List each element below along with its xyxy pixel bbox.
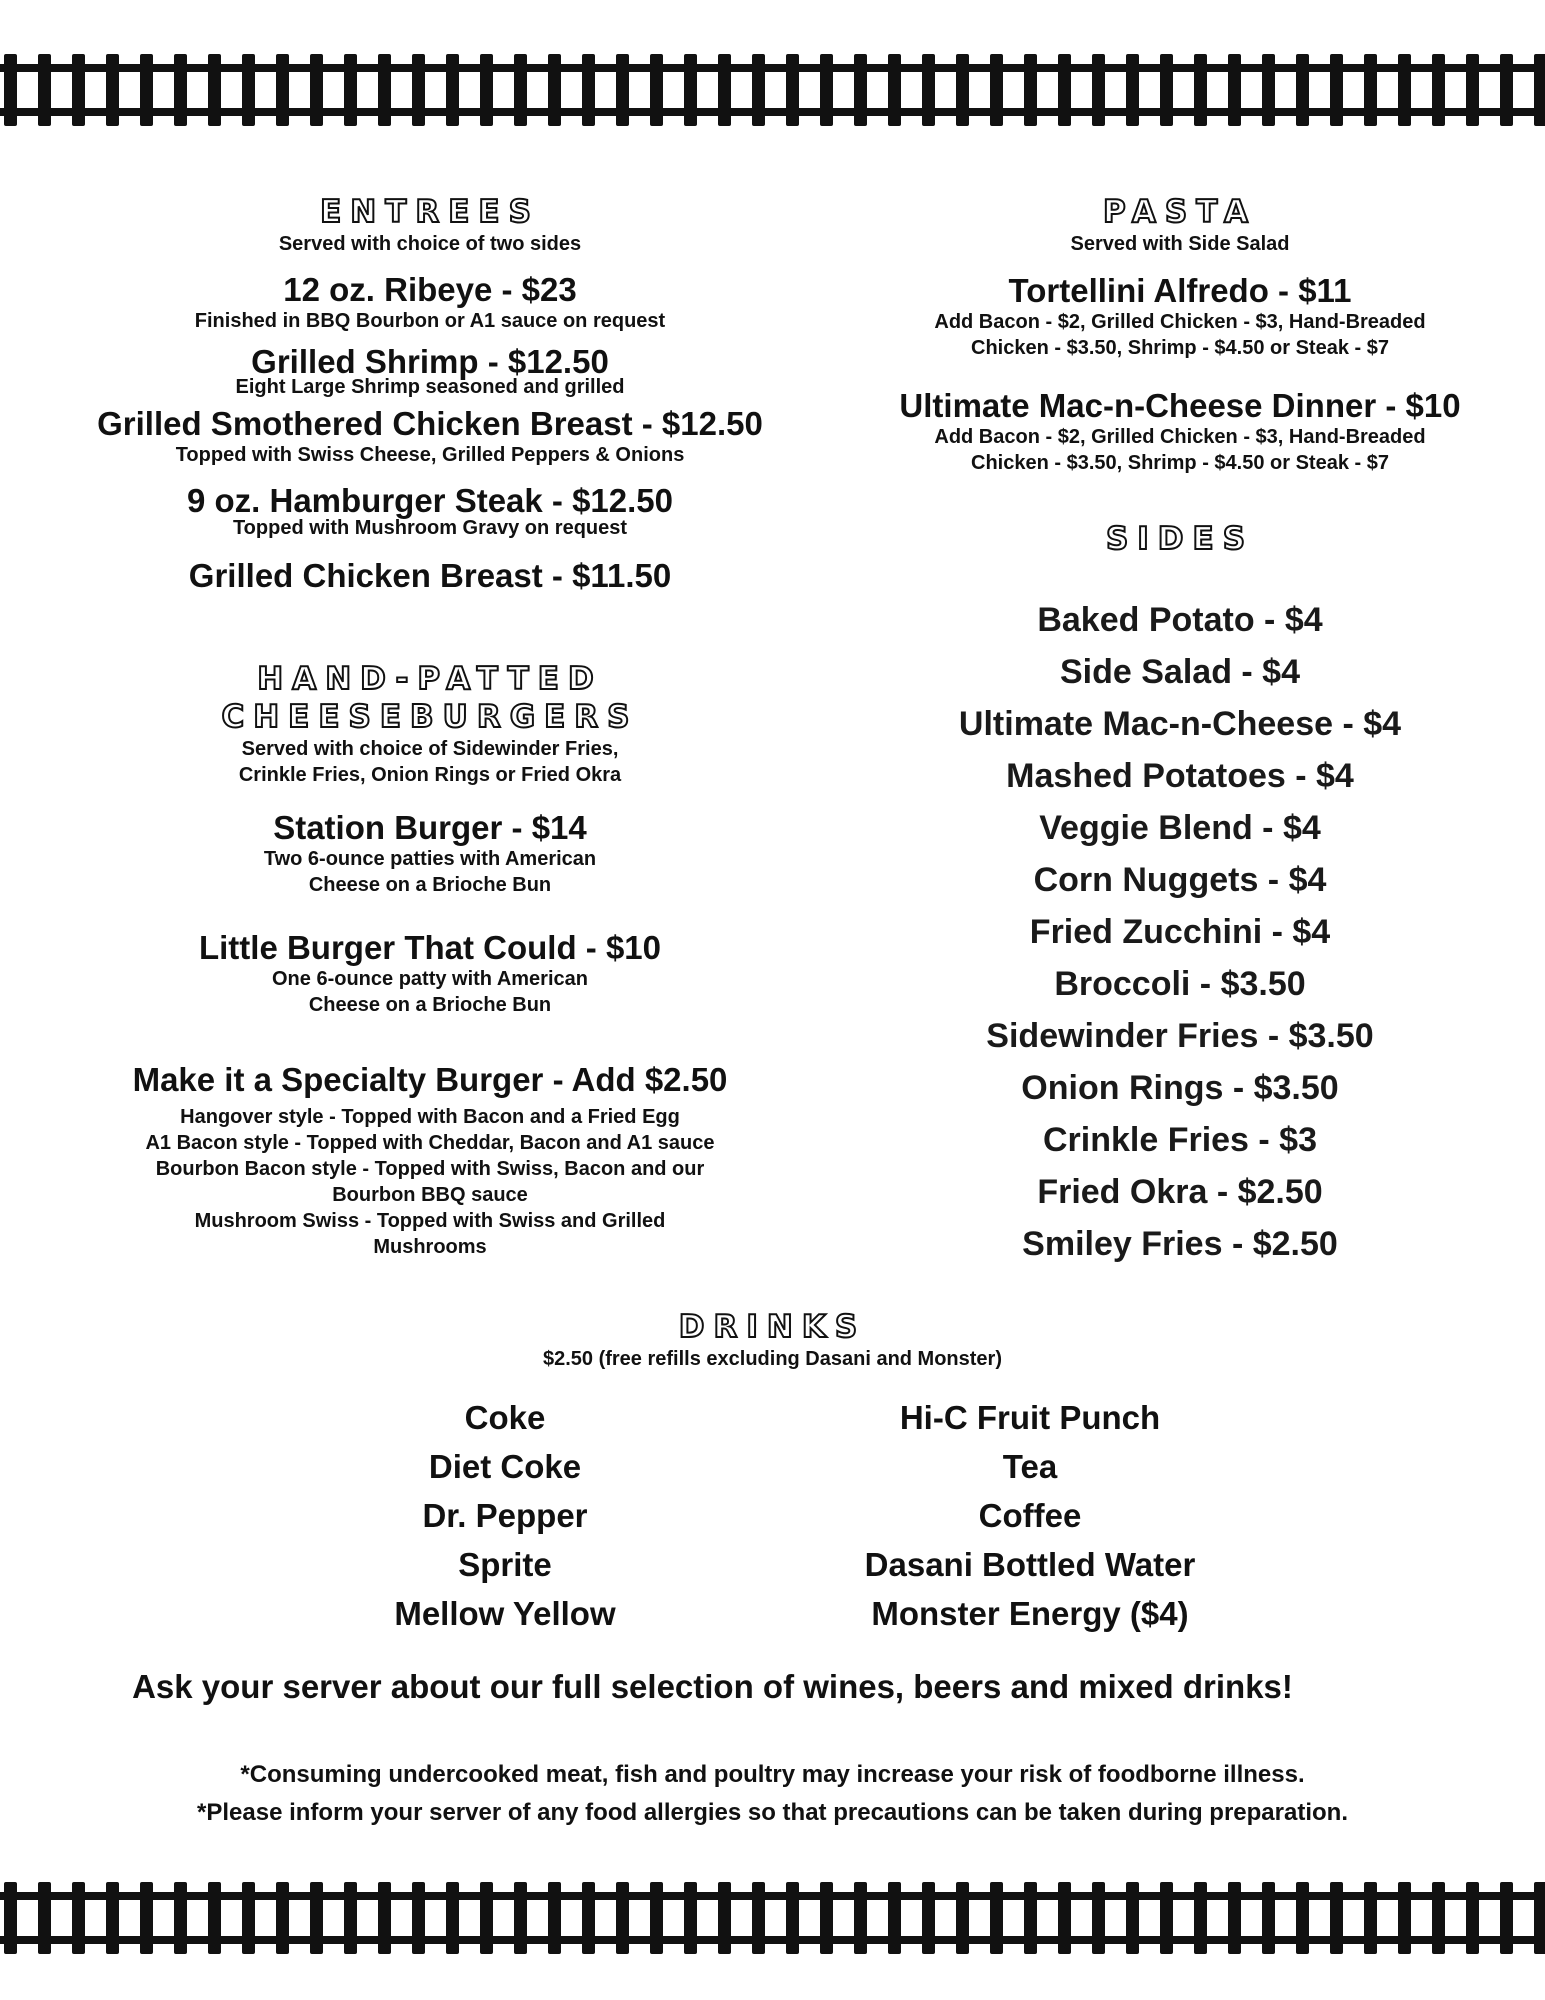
drink-item: Hi-C Fruit Punch bbox=[899, 1399, 1161, 1436]
drink-item: Coffee bbox=[978, 1497, 1082, 1534]
item-description: Eight Large Shrimp seasoned and grilled bbox=[235, 376, 625, 398]
menu-item bbox=[20, 558, 840, 594]
drink-item: Dr. Pepper bbox=[422, 1497, 588, 1534]
side-item: Veggie Blend - $4 bbox=[1039, 809, 1321, 847]
specialty-option: Hangover style - Topped with Bacon and a Fried Egg bbox=[180, 1106, 680, 1128]
sides-section bbox=[800, 520, 1545, 558]
menu-item bbox=[20, 483, 840, 541]
menu-item bbox=[20, 930, 840, 1018]
item-description: Topped with Swiss Cheese, Grilled Peppers & Onions bbox=[175, 444, 685, 466]
drinks-list-left bbox=[305, 1393, 705, 1638]
specialty-option: A1 Bacon style - Topped with Cheddar, Bacon and A1 sauce bbox=[145, 1132, 715, 1154]
drinks-subtitle: $2.50 (free refills excluding Dasani and Monster) bbox=[542, 1348, 1003, 1370]
item-description: Add Bacon - $2, Grilled Chicken - $3, Hand-Breaded bbox=[934, 426, 1426, 448]
burgers-section bbox=[20, 660, 840, 788]
pasta-heading: PASTA bbox=[1103, 194, 1257, 230]
side-item: Smiley Fries - $2.50 bbox=[1022, 1225, 1338, 1263]
drink-item: Dasani Bottled Water bbox=[864, 1546, 1196, 1583]
item-description: Chicken - $3.50, Shrimp - $4.50 or Steak - $7 bbox=[971, 452, 1389, 474]
server-selection-note: Ask your server about our full selection of wines, beers and mixed drinks! bbox=[132, 1668, 1293, 1705]
item-description: Chicken - $3.50, Shrimp - $4.50 or Steak - $7 bbox=[971, 337, 1389, 359]
side-item: Broccoli - $3.50 bbox=[1054, 965, 1306, 1003]
side-item: Fried Okra - $2.50 bbox=[1037, 1173, 1323, 1211]
menu-item bbox=[800, 273, 1545, 361]
item-name: Grilled Smothered Chicken Breast - $12.50 bbox=[97, 405, 763, 442]
drink-item: Monster Energy ($4) bbox=[871, 1595, 1189, 1632]
drink-item: Tea bbox=[1002, 1448, 1058, 1485]
railroad-track-bottom-border bbox=[0, 1880, 1545, 1956]
item-description: Cheese on a Brioche Bun bbox=[308, 994, 552, 1016]
menu-item bbox=[20, 344, 840, 400]
specialty-option: Bourbon Bacon style - Topped with Swiss, Bacon and our bbox=[155, 1158, 705, 1180]
burgers-heading: CHEESEBURGERS bbox=[221, 699, 639, 735]
menu-item bbox=[20, 406, 840, 468]
side-item: Corn Nuggets - $4 bbox=[1033, 861, 1327, 899]
item-description: Add Bacon - $2, Grilled Chicken - $3, Hand-Breaded bbox=[934, 311, 1426, 333]
entrees-heading: ENTREES bbox=[320, 194, 540, 230]
item-name: 9 oz. Hamburger Steak - $12.50 bbox=[186, 482, 674, 519]
item-description: Topped with Mushroom Gravy on request bbox=[232, 517, 628, 539]
specialty-option: Mushroom Swiss - Topped with Swiss and Grilled bbox=[194, 1210, 666, 1232]
item-description: Two 6-ounce patties with American bbox=[263, 848, 597, 870]
item-description: Cheese on a Brioche Bun bbox=[308, 874, 552, 896]
item-name: Tortellini Alfredo - $11 bbox=[1008, 272, 1352, 309]
drinks-heading: DRINKS bbox=[678, 1309, 867, 1345]
sides-heading: SIDES bbox=[1105, 521, 1255, 557]
allergy-disclaimer: *Please inform your server of any food allergies so that precautions can be taken during preparation. bbox=[197, 1799, 1348, 1826]
drink-item: Mellow Yellow bbox=[394, 1595, 616, 1632]
side-item: Ultimate Mac-n-Cheese - $4 bbox=[958, 705, 1402, 743]
entrees-section bbox=[20, 193, 840, 257]
side-item: Fried Zucchini - $4 bbox=[1029, 913, 1331, 951]
menu-item bbox=[800, 388, 1545, 476]
menu-item bbox=[20, 272, 840, 334]
burgers-subtitle: Served with choice of Sidewinder Fries, bbox=[241, 738, 619, 760]
railroad-track-top-border bbox=[0, 52, 1545, 128]
drink-item: Diet Coke bbox=[428, 1448, 582, 1485]
entrees-subtitle: Served with choice of two sides bbox=[278, 233, 582, 255]
side-item: Baked Potato - $4 bbox=[1037, 601, 1323, 639]
item-name: Grilled Shrimp - $12.50 bbox=[251, 343, 609, 380]
pasta-subtitle: Served with Side Salad bbox=[1070, 233, 1290, 255]
drinks-list-right bbox=[790, 1393, 1270, 1638]
item-name: Ultimate Mac-n-Cheese Dinner - $10 bbox=[899, 387, 1461, 424]
item-name: Make it a Specialty Burger - Add $2.50 bbox=[132, 1061, 728, 1098]
item-description: Finished in BBQ Bourbon or A1 sauce on request bbox=[194, 310, 666, 332]
drinks-section bbox=[0, 1308, 1545, 1372]
side-item: Crinkle Fries - $3 bbox=[1042, 1121, 1317, 1159]
item-name: Station Burger - $14 bbox=[273, 809, 587, 846]
side-item: Sidewinder Fries - $3.50 bbox=[986, 1017, 1374, 1055]
pasta-section bbox=[800, 193, 1545, 257]
food-safety-disclaimer: *Consuming undercooked meat, fish and poultry may increase your risk of foodborne illness. bbox=[240, 1761, 1305, 1788]
burgers-heading: HAND-PATTED bbox=[257, 661, 603, 697]
side-item: Onion Rings - $3.50 bbox=[1021, 1069, 1339, 1107]
specialty-burger bbox=[20, 1062, 840, 1260]
drink-item: Coke bbox=[464, 1399, 546, 1436]
burgers-subtitle: Crinkle Fries, Onion Rings or Fried Okra bbox=[238, 764, 622, 786]
specialty-option: Mushrooms bbox=[373, 1236, 487, 1258]
item-name: Little Burger That Could - $10 bbox=[198, 929, 662, 966]
menu-item bbox=[20, 810, 840, 898]
item-name: 12 oz. Ribeye - $23 bbox=[283, 271, 577, 308]
item-description: One 6-ounce patty with American bbox=[272, 968, 588, 990]
sides-list bbox=[800, 594, 1545, 1270]
item-name: Grilled Chicken Breast - $11.50 bbox=[188, 557, 672, 594]
side-item: Mashed Potatoes - $4 bbox=[1006, 757, 1354, 795]
specialty-option: Bourbon BBQ sauce bbox=[332, 1184, 528, 1206]
side-item: Side Salad - $4 bbox=[1060, 653, 1300, 691]
drink-item: Sprite bbox=[458, 1546, 552, 1583]
